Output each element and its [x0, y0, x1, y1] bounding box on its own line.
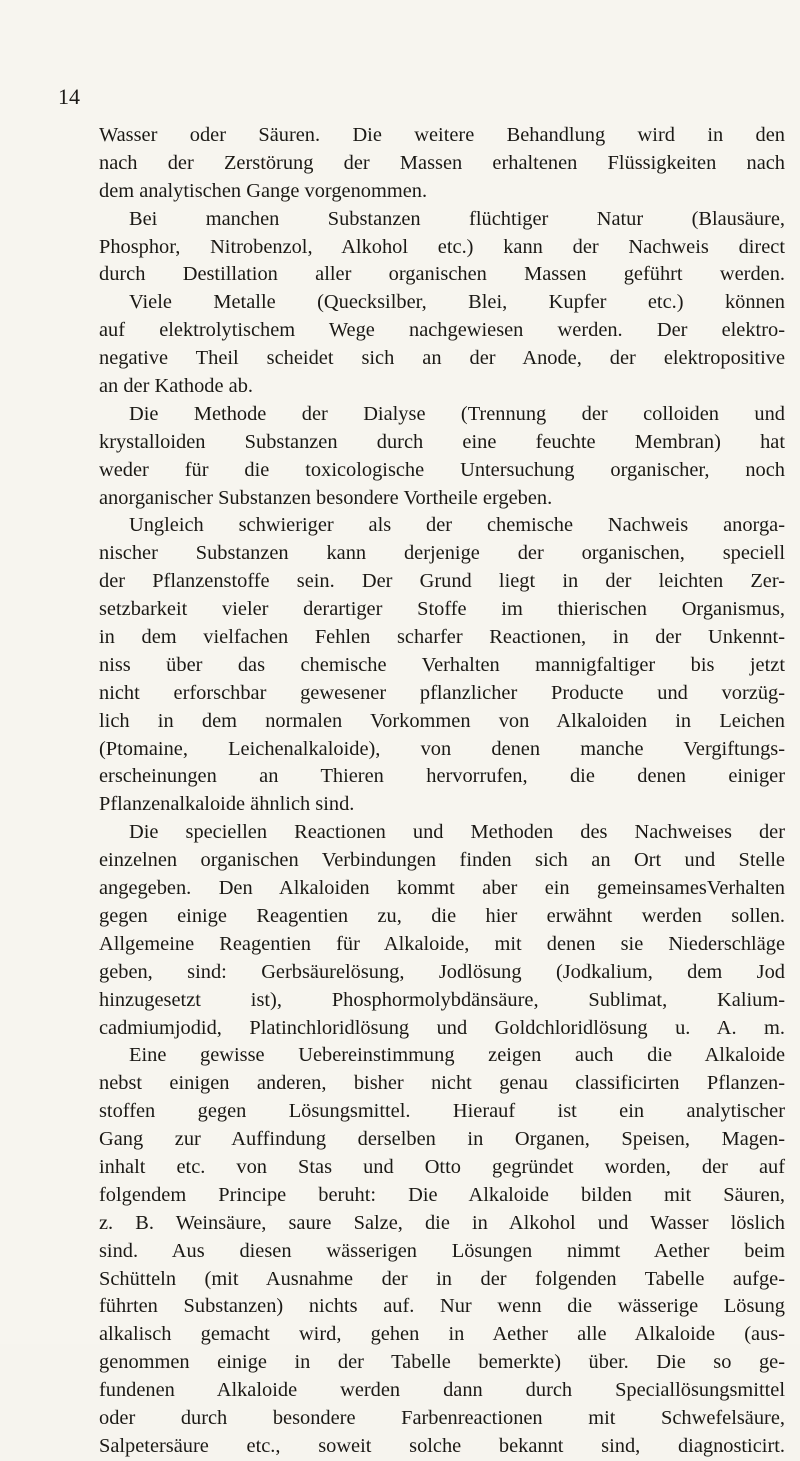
text-line: Eine gewisse Uebereinstimmung zeigen auch die Alkaloide: [129, 1044, 785, 1067]
text-line: angegeben. Den Alkaloiden kommt aber ein gemeinsamesVerhalten: [99, 877, 785, 900]
text-line: Schütteln (mit Ausnahme der in der folgenden Tabelle aufge-: [99, 1267, 785, 1290]
text-line: stoffen gegen Lösungsmittel. Hierauf ist ein analytischer: [99, 1100, 785, 1123]
text-line: Gang zur Auffindung derselben in Organen, Speisen, Magen-: [99, 1128, 785, 1151]
text-line: führten Substanzen) nichts auf. Nur wenn die wässerige Lösung: [99, 1295, 785, 1318]
text-line: durch Destillation aller organischen Massen geführt werden.: [99, 263, 785, 286]
text-line: anorganischer Substanzen besondere Vortheile ergeben.: [99, 486, 553, 509]
text-line: Allgemeine Reagentien für Alkaloide, mit denen sie Niederschläge: [99, 932, 785, 955]
text-line: nicht erforschbar gewesener pflanzlicher Producte und vorzüg-: [99, 681, 785, 704]
text-line: Ungleich schwieriger als der chemische Nachweis anorga-: [129, 514, 785, 537]
body-text: [99, 122, 785, 1461]
text-line: fundenen Alkaloide werden dann durch Speciallösungsmittel: [99, 1379, 785, 1402]
text-line: setzbarkeit vieler derartiger Stoffe im thierischen Organismus,: [99, 598, 785, 621]
text-line: inhalt etc. von Stas und Otto gegründet worden, der auf: [99, 1155, 785, 1178]
text-line: geben, sind: Gerbsäurelösung, Jodlösung (Jodkalium, dem Jod: [99, 960, 785, 983]
text-line: Die Methode der Dialyse (Trennung der colloiden und: [129, 402, 785, 425]
text-line: gegen einige Reagentien zu, die hier erwähnt werden sollen.: [99, 904, 785, 927]
text-line: in dem vielfachen Fehlen scharfer Reactionen, in der Unkennt-: [99, 626, 785, 649]
text-line: z. B. Weinsäure, saure Salze, die in Alkohol und Wasser löslich: [99, 1211, 785, 1234]
text-line: nach der Zerstörung der Massen erhaltenen Flüssigkeiten nach: [99, 151, 785, 174]
text-line: hinzugesetzt ist), Phosphormolybdänsäure, Sublimat, Kalium-: [99, 988, 785, 1011]
text-line: folgendem Principe beruht: Die Alkaloide bilden mit Säuren,: [99, 1183, 785, 1206]
text-line: der Pflanzenstoffe sein. Der Grund liegt in der leichten Zer-: [99, 570, 785, 593]
text-line: niss über das chemische Verhalten mannigfaltiger bis jetzt: [99, 653, 785, 676]
text-line: Bei manchen Substanzen flüchtiger Natur (Blausäure,: [129, 207, 785, 230]
text-line: einzelnen organischen Verbindungen finden sich an Ort und Stelle: [99, 849, 785, 872]
text-line: nischer Substanzen kann derjenige der organischen, speciell: [99, 542, 785, 565]
page-number: 14: [58, 84, 80, 109]
text-line: oder durch besondere Farbenreactionen mit Schwefelsäure,: [99, 1406, 785, 1429]
text-line: Salpetersäure etc., soweit solche bekannt sind, diagnosticirt.: [99, 1434, 785, 1457]
text-line: sind. Aus diesen wässerigen Lösungen nimmt Aether beim: [99, 1239, 785, 1262]
text-line: weder für die toxicologische Untersuchung organischer, noch: [99, 458, 785, 481]
text-line: nebst einigen anderen, bisher nicht genau classificirten Pflanzen-: [99, 1072, 785, 1095]
text-line: an der Kathode ab.: [99, 375, 253, 398]
text-line: (Ptomaine, Leichenalkaloide), von denen manche Vergiftungs-: [99, 737, 785, 760]
text-line: alkalisch gemacht wird, gehen in Aether alle Alkaloide (aus-: [99, 1323, 785, 1346]
text-line: Viele Metalle (Quecksilber, Blei, Kupfer etc.) können: [129, 291, 785, 314]
text-line: dem analytischen Gange vorgenommen.: [99, 179, 428, 202]
text-line: Wasser oder Säuren. Die weitere Behandlung wird in den: [99, 124, 785, 146]
text-line: Die speciellen Reactionen und Methoden des Nachweises der: [129, 821, 785, 844]
text-line: Pflanzenalkaloide ähnlich sind.: [99, 793, 355, 816]
text-line: erscheinungen an Thieren hervorrufen, die denen einiger: [99, 765, 785, 788]
text-line: auf elektrolytischem Wege nachgewiesen werden. Der elektro-: [99, 319, 785, 342]
text-line: negative Theil scheidet sich an der Anode, der elektropositive: [99, 347, 785, 370]
text-line: krystalloiden Substanzen durch eine feuchte Membran) hat: [99, 430, 785, 453]
text-line: cadmiumjodid, Platinchloridlösung und Goldchloridlösung u. A. m.: [99, 1016, 785, 1039]
text-line: genommen einige in der Tabelle bemerkte) über. Die so ge-: [99, 1351, 785, 1374]
text-line: lich in dem normalen Vorkommen von Alkaloiden in Leichen: [99, 709, 785, 732]
text-line: Phosphor, Nitrobenzol, Alkohol etc.) kann der Nachweis direct: [99, 235, 785, 258]
